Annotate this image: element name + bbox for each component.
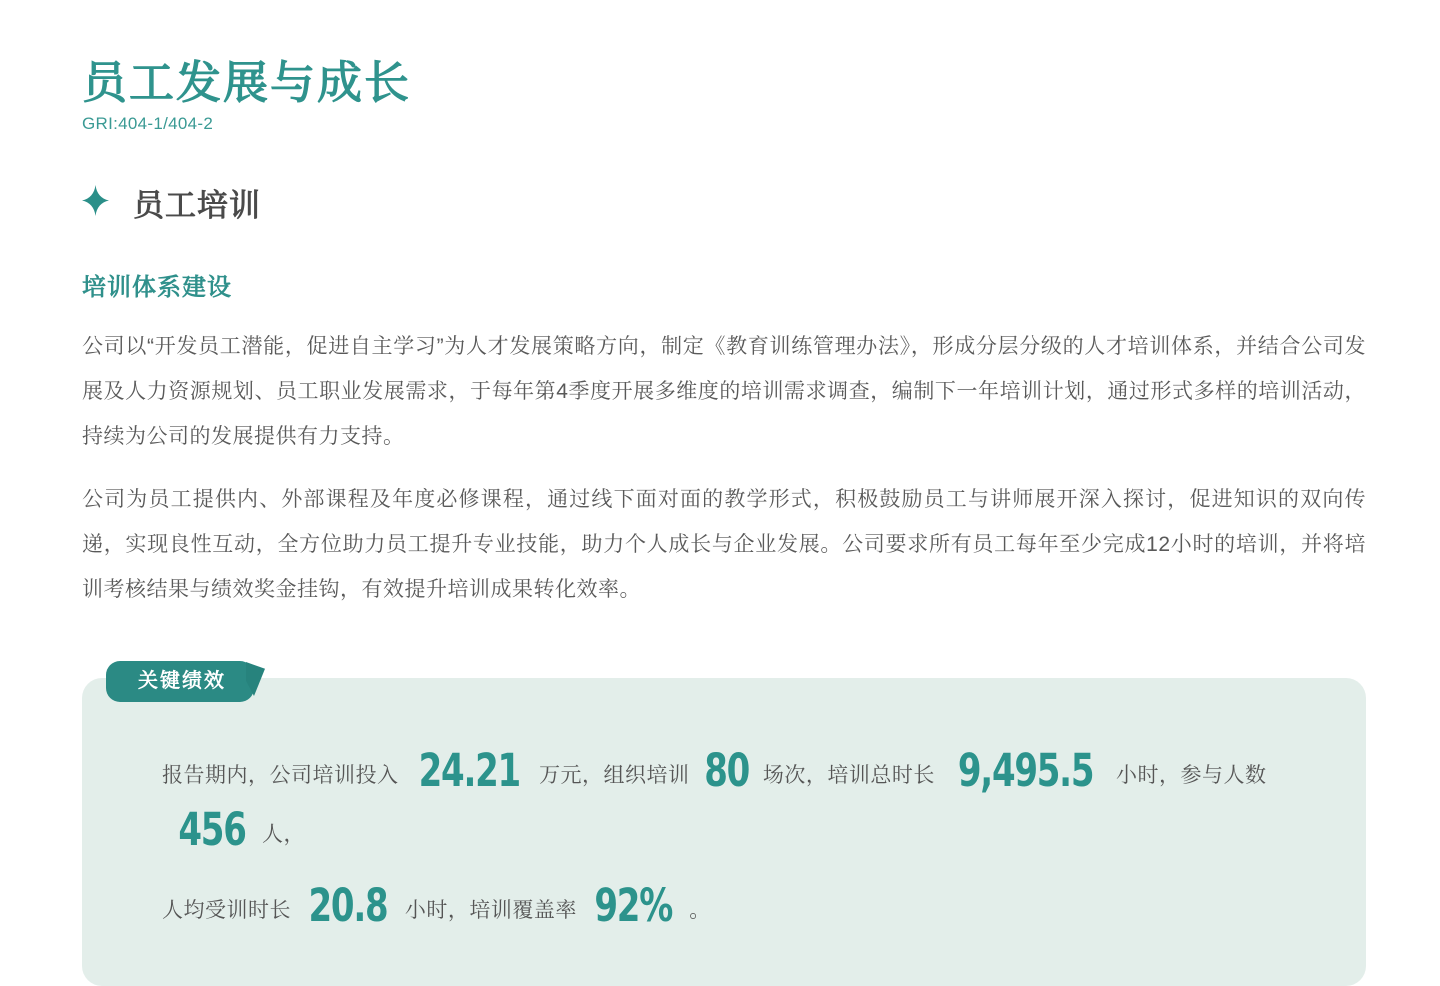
kpi-value-coverage: 92% <box>594 879 672 932</box>
report-page <box>82 0 1366 986</box>
body-paragraph: 公司为员工提供内、外部课程及年度必修课程，通过线下面对面的教学形式，积极鼓励员工与讲师展开深入探讨，促进知识的双向传递，实现良性互动，全方位助力员工提升专业技能，助力个人成长与企业发展。公司要求所有员工每年至少完成12小时的培训，并将培训考核结果与绩效奖金挂钩，有效提升培训成果转化效率。 <box>82 488 1366 601</box>
section-header <box>82 180 1366 225</box>
kpi-value-total-hours: 9,495.5 <box>957 744 1094 797</box>
kpi-text: 场次，培训总时长 <box>762 764 935 787</box>
kpi-line-1 <box>162 742 1326 859</box>
sparkle-icon <box>82 185 109 221</box>
section-title: 员工培训 <box>133 188 261 223</box>
page-title: 员工发展与成长 <box>82 57 412 108</box>
kpi-text: 万元，组织培训 <box>539 764 690 787</box>
kpi-text: 。 <box>689 899 711 922</box>
sub-heading: 培训体系建设 <box>82 274 232 301</box>
kpi-value-sessions: 80 <box>703 744 749 797</box>
kpi-value-training-investment: 24.21 <box>418 744 520 797</box>
key-performance-box <box>82 670 1366 986</box>
kpi-text: 人， <box>262 822 306 846</box>
body-paragraph: 公司以“开发员工潜能，促进自主学习”为人才发展策略方向，制定《教育训练管理办法》，形成分层分级的人才培训体系，并结合公司发展及人力资源规划、员工职业发展需求，于每年第4季度开展多维度的培训需求调查，编制下一年培训计划，通过形式多样的培训活动，持续为公司的发展提供有力支持。 <box>82 335 1366 448</box>
key-performance-tag: 关键绩效 <box>106 661 254 702</box>
kpi-value-participants: 456 <box>178 802 246 856</box>
kpi-text: 小时，参与人数 <box>1116 764 1267 787</box>
kpi-text: 报告期内，公司培训投入 <box>162 764 399 787</box>
kpi-value-avg-hours: 20.8 <box>308 879 388 932</box>
kpi-line-2 <box>162 877 1326 936</box>
gri-reference: GRI:404-1/404-2 <box>82 114 214 133</box>
kpi-text: 人均受训时长 <box>162 899 291 922</box>
kpi-text: 小时，培训覆盖率 <box>404 899 577 922</box>
